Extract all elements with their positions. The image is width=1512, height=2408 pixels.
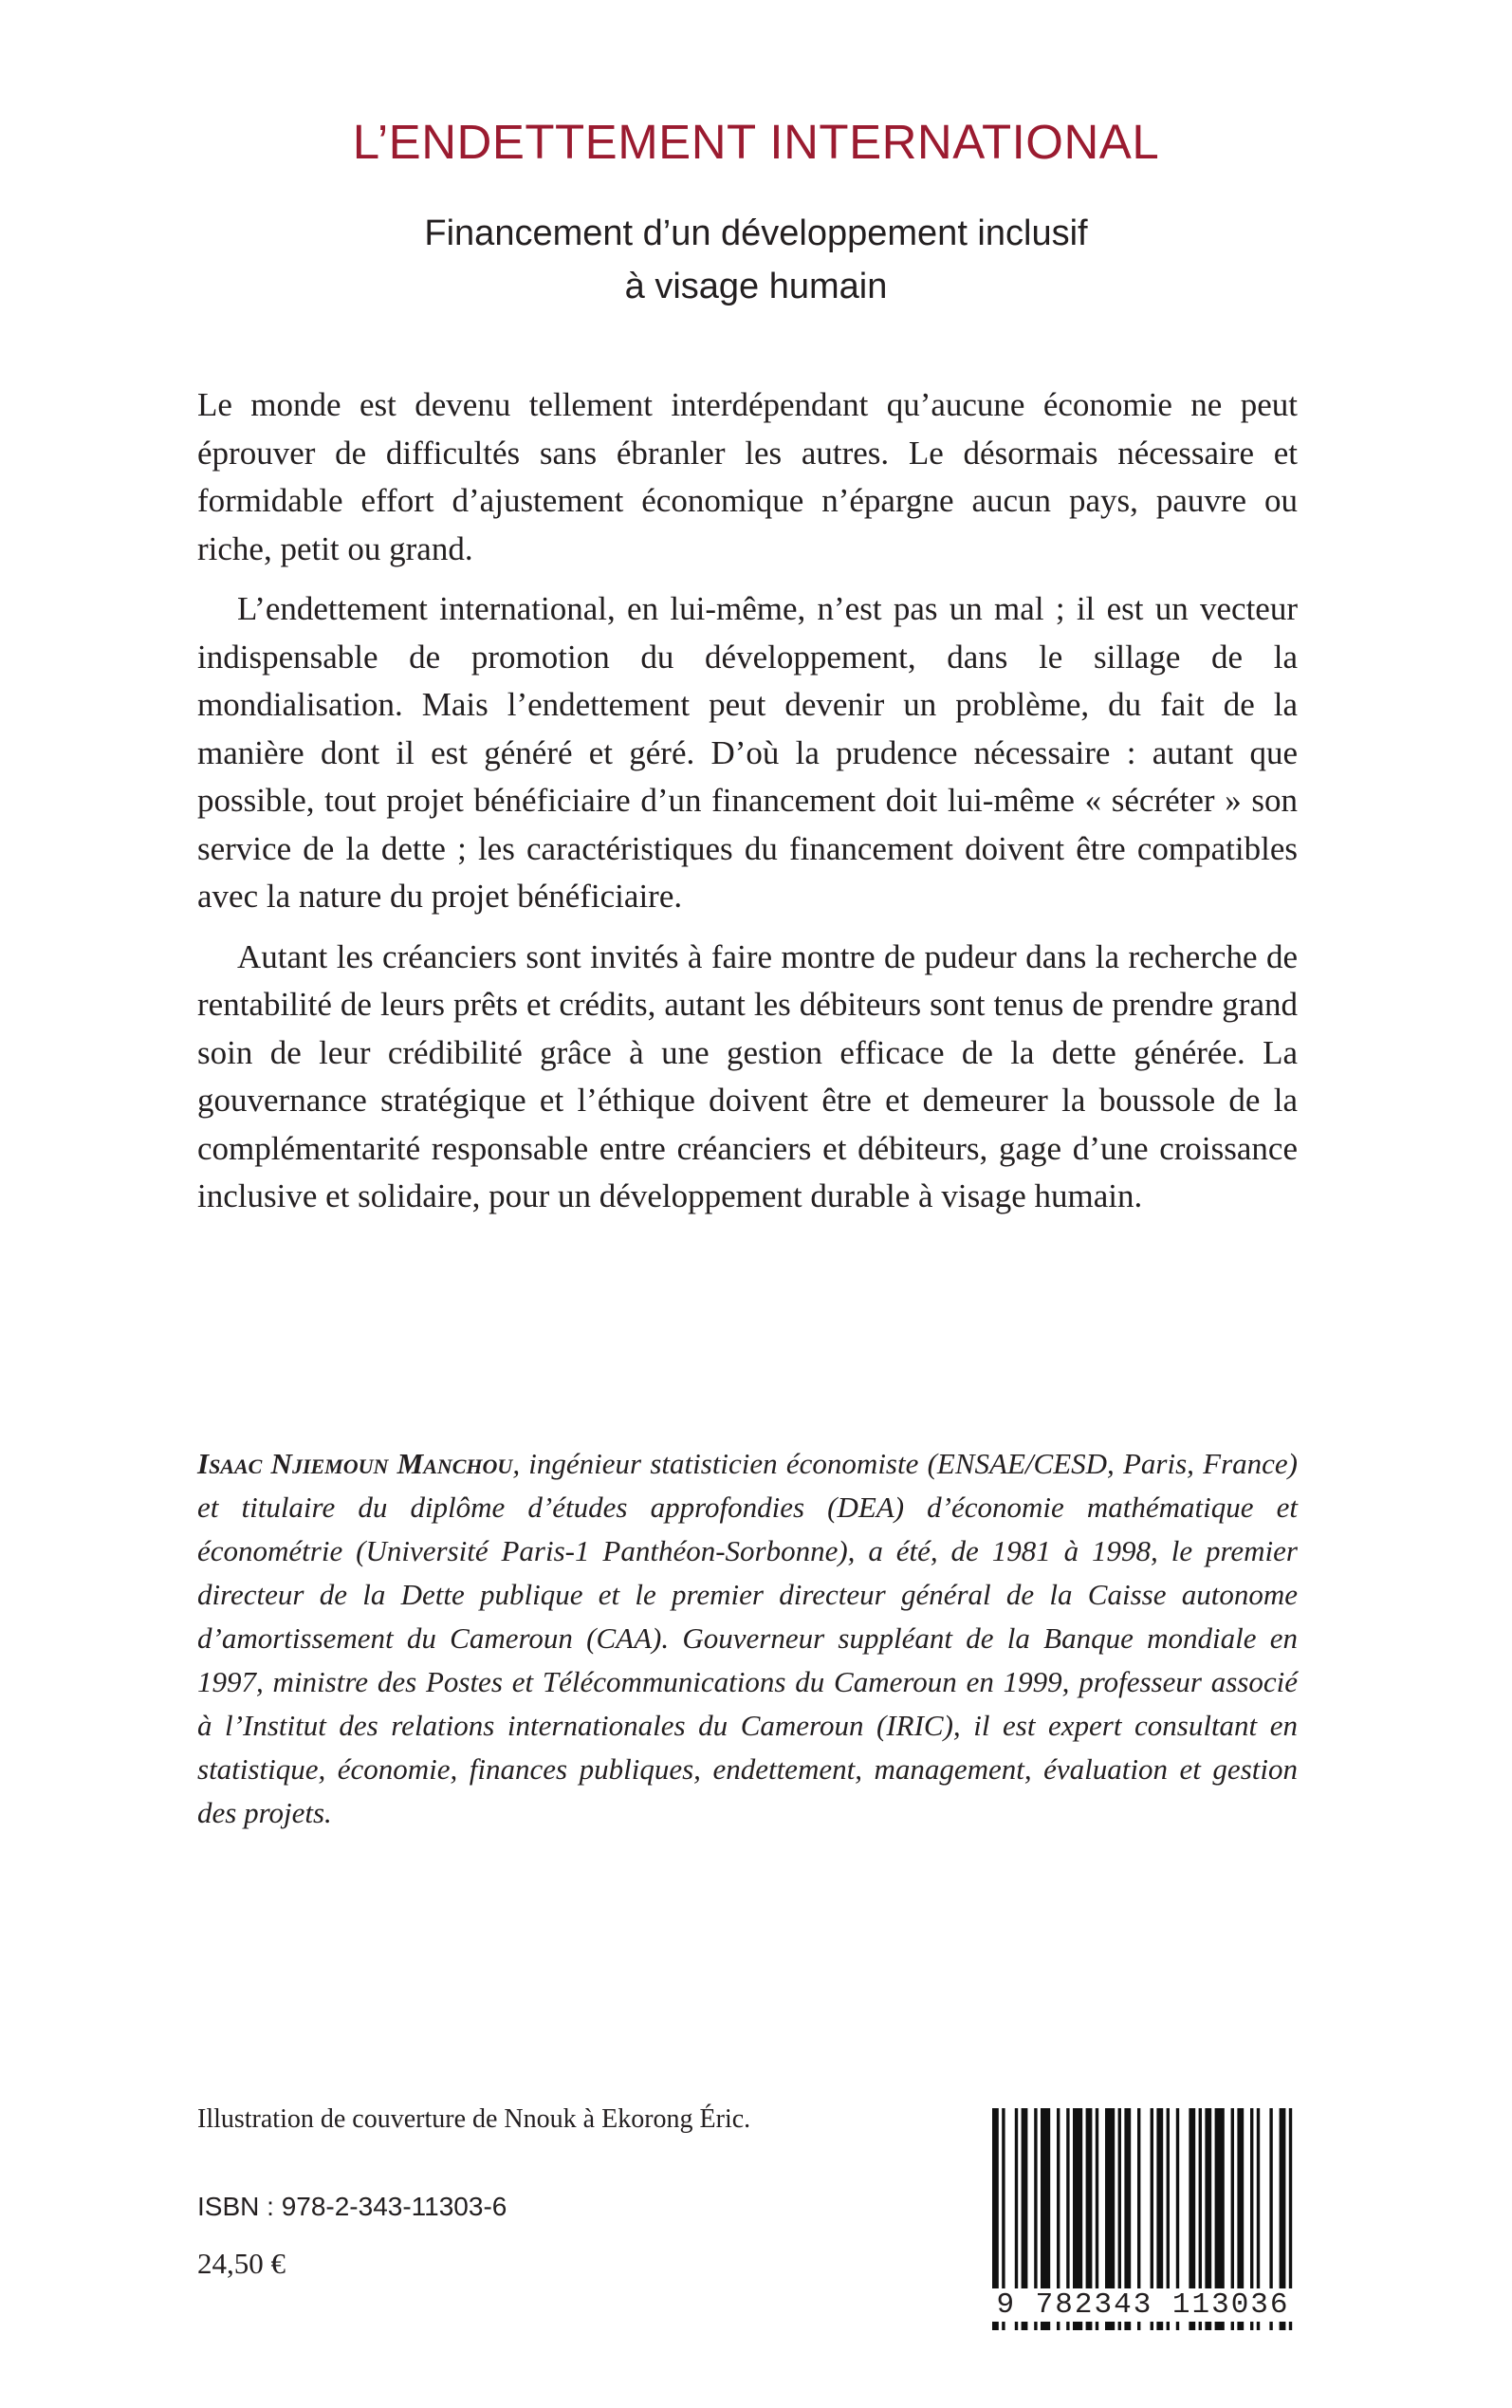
barcode-digits: 9 782343 113036 — [986, 2288, 1300, 2322]
author-bio — [197, 1442, 1298, 1835]
subtitle-line-1: Financement d’un développement inclusif — [424, 213, 1088, 253]
summary-paragraph-3: Autant les créanciers sont invités à faire montre de pudeur dans la recherche de rentabilité de leurs prêts et crédits, autant les débiteurs sont tenus de prendre grand soin de leur crédibilité grâce à une gestion efficace de la dette générée. La gouvernance stratégique et l’éthique doivent être et demeurer la boussole de la complémentarité responsable entre créanciers et débiteurs, gage d’une croissance inclusive et solidaire, pour un développement durable à visage humain. — [197, 937, 1298, 1214]
book-subtitle — [0, 207, 1512, 313]
subtitle-line-2: à visage humain — [624, 267, 888, 306]
summary-paragraph-2: L’endettement international, en lui-même, n’est pas un mal ; il est un vecteur indispensable de promotion du développement, dans le sillage de la mondialisation. Mais l’endettement peut devenir un problème, du fait de la manière dont il est généré et géré. D’où la prudence nécessaire : autant que possible, tout projet bénéficiaire d’un financement doit lui-même « sécréter » son service de la dette ; les caractéristiques du financement doivent être compatibles avec la nature du projet bénéficiaire. — [197, 590, 1298, 915]
book-title: L’ENDETTEMENT INTERNATIONAL — [352, 115, 1160, 169]
book-summary — [197, 381, 1298, 1233]
price: 24,50 € — [197, 2247, 286, 2280]
author-name: Isaac Njiemoun Manchou — [197, 1447, 513, 1480]
illustration-credit: Illustration de couverture de Nnouk à Ekorong Éric. — [197, 2104, 751, 2134]
author-bio-text: , ingénieur statisticien économiste (ENSAE/CESD, Paris, France) et titulaire du diplôme d’études approfondies (DEA) d’économie mathématique et économétrie (Université Paris-1 Panthéon-Sorbonne), a été, de 1981 à 1998, le premier directeur de la Dette publique et le premier directeur général de la Caisse autonome d’amortissement du Cameroun (CAA). Gouverneur suppléant de la Banque mondiale en 1997, ministre des Postes et Télécommunications du Cameroun en 1999, professeur associé à l’Institut des relations internationales du Cameroun (IRIC), il est expert consultant en statistique, économie, finances publiques, endettement, management, évaluation et gestion des projets. — [197, 1447, 1298, 1829]
summary-paragraph-1: Le monde est devenu tellement interdépendant qu’aucune économie ne peut éprouver de difficultés sans ébranler les autres. Le désormais nécessaire et formidable effort d’ajustement économique n’épargne aucun pays, pauvre ou riche, petit ou grand. — [197, 386, 1298, 567]
isbn: ISBN : 978-2-343-11303-6 — [197, 2192, 507, 2221]
